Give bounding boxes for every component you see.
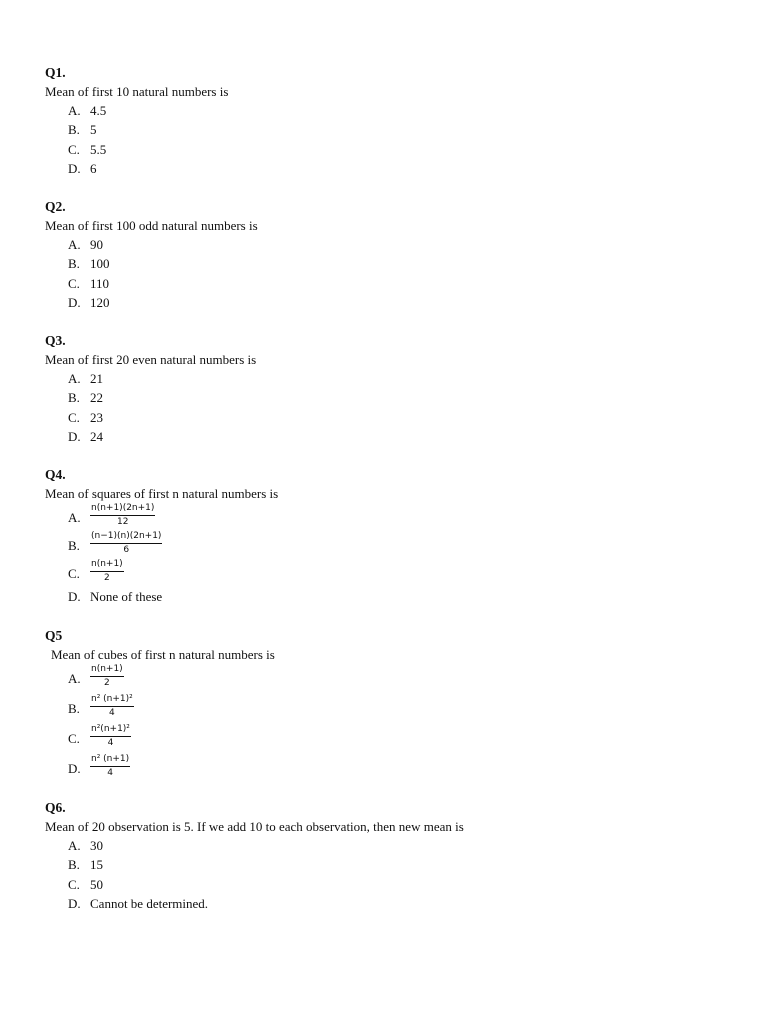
option-letter: C. (68, 566, 80, 581)
fraction-numerator: n²(n+1)² (90, 724, 131, 737)
option-letter: B. (68, 538, 80, 553)
option-a (45, 664, 275, 694)
option-d (45, 427, 256, 446)
option-letter: D. (68, 895, 81, 911)
option-letter: C. (68, 275, 80, 291)
question-text: Mean of first 10 natural numbers is (45, 84, 229, 99)
question-2 (45, 197, 258, 312)
fraction-denominator: 2 (103, 678, 110, 688)
option-value: 120 (90, 294, 110, 310)
option-b (45, 120, 228, 139)
option-letter: C. (68, 141, 80, 157)
option-value: 5.5 (90, 141, 107, 157)
fraction (90, 531, 162, 556)
fraction-numerator: n(n+1)(2n+1) (90, 503, 155, 516)
option-letter: B. (68, 857, 80, 873)
option-letter: D. (68, 761, 81, 776)
fraction (90, 754, 130, 779)
option-letter: D. (68, 589, 81, 604)
fraction-numerator: n(n+1) (90, 559, 124, 572)
question-label: Q5 (45, 628, 63, 643)
question-text: Mean of squares of first n natural numbers is (45, 486, 279, 501)
option-a (45, 235, 258, 254)
option-value: 22 (90, 390, 103, 406)
fraction-denominator: 6 (123, 545, 130, 555)
option-c (45, 140, 228, 159)
option-value: None of these (90, 589, 163, 604)
option-value: 30 (90, 838, 103, 853)
question-text: Mean of first 100 odd natural numbers is (45, 218, 258, 233)
question-1 (45, 63, 228, 178)
option-b (45, 531, 278, 559)
question-6 (45, 798, 464, 913)
option-value: 23 (90, 409, 103, 425)
option-letter: A. (68, 103, 81, 118)
option-letter: A. (68, 237, 81, 252)
question-label: Q2. (45, 199, 66, 214)
option-d (45, 159, 228, 178)
question-text: Mean of first 20 even natural numbers is (45, 352, 257, 367)
option-value: 6 (90, 160, 97, 176)
fraction-numerator: n² (n+1) (90, 754, 130, 767)
option-d (45, 293, 258, 312)
fraction (90, 664, 124, 689)
fraction (90, 694, 134, 719)
option-c (45, 408, 256, 427)
option-b (45, 388, 256, 407)
option-c (45, 875, 464, 894)
fraction-denominator: 2 (103, 573, 110, 583)
option-value: 50 (90, 876, 103, 892)
fraction-denominator: 12 (116, 517, 129, 527)
option-letter: C. (68, 876, 80, 892)
option-value: 110 (90, 275, 110, 291)
fraction (90, 724, 131, 749)
fraction-denominator: 4 (107, 768, 113, 778)
fraction-numerator: (n−1)(n)(2n+1) (90, 531, 162, 544)
question-label: Q4. (45, 467, 66, 482)
option-letter: A. (68, 371, 81, 386)
option-letter: B. (68, 701, 80, 716)
option-b (45, 254, 258, 273)
question-4 (45, 465, 278, 606)
option-letter: D. (68, 160, 81, 176)
option-d (45, 754, 275, 784)
question-label: Q3. (45, 333, 66, 348)
fraction (90, 559, 124, 584)
option-value: Cannot be determined. (90, 895, 209, 911)
option-letter: A. (68, 671, 81, 686)
option-a (45, 836, 464, 855)
option-letter: B. (68, 256, 80, 272)
option-letter: A. (68, 838, 81, 853)
option-value: 5 (90, 122, 97, 138)
fraction-denominator: 4 (109, 708, 115, 718)
option-a (45, 369, 256, 388)
option-letter: B. (68, 390, 80, 406)
fraction-numerator: n² (n+1)² (90, 694, 134, 707)
option-value: 100 (90, 256, 110, 272)
option-c (45, 724, 275, 754)
question-label: Q1. (45, 65, 66, 80)
option-a (45, 503, 278, 531)
fraction-numerator: n(n+1) (90, 664, 124, 677)
option-value: 24 (90, 428, 103, 444)
question-3 (45, 331, 256, 446)
question-text: Mean of 20 observation is 5. If we add 10 to each observation, then new mean is (45, 819, 464, 834)
option-b (45, 694, 275, 724)
option-letter: D. (68, 428, 81, 444)
option-letter: D. (68, 294, 81, 310)
question-label: Q6. (45, 800, 66, 815)
option-letter: C. (68, 409, 80, 425)
option-c (45, 274, 258, 293)
option-value: 4.5 (90, 103, 107, 118)
option-value: 15 (90, 857, 103, 873)
option-a (45, 101, 228, 120)
option-d (45, 587, 278, 606)
question-text: Mean of cubes of first n natural numbers is (51, 647, 275, 662)
option-letter: C. (68, 731, 80, 746)
option-value: 21 (90, 371, 103, 386)
option-letter: A. (68, 510, 81, 525)
option-value: 90 (90, 237, 103, 252)
fraction-denominator: 4 (107, 738, 114, 748)
option-d (45, 894, 464, 913)
question-5 (45, 626, 275, 784)
option-letter: B. (68, 122, 80, 138)
fraction (90, 503, 155, 528)
option-c (45, 559, 278, 587)
option-b (45, 855, 464, 874)
